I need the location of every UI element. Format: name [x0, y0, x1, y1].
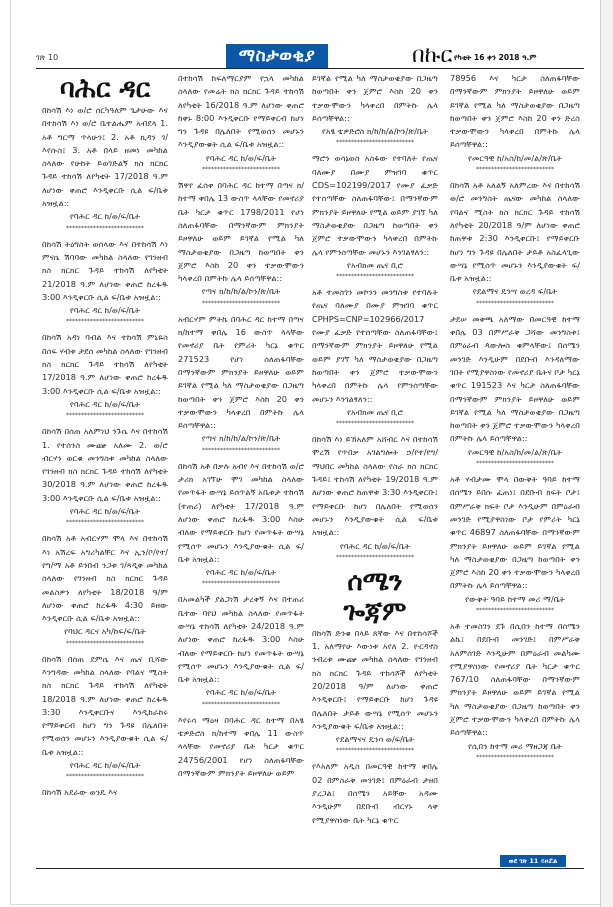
section-logo: ማስታወቂያ: [226, 44, 328, 68]
separator: **************************: [202, 446, 280, 454]
continued-badge: ወደ ገጽ 11 ይዞሯል: [500, 855, 566, 867]
notice-text: በከሳሽ በሰጠ አለምነህ ንጉሴ እና በተከሳሽ 1. የተሰንስ ሙጬ አለሙ 2. ወ/ሮ ብርሃን ወርቁ መንግስቱ መካከል ስላለው የገንዘብ ክስ ክርክር ጉዳይ ተከሳሽ ለየካቲት 30/2018 ዓ.ም ለሆነው ቀጠሮ ከረፋዱ 3:00 እንዲቀርቡ ሲል ፍ/ቤቱ አዝዟል::: [42, 426, 168, 503]
newspaper-name: በኩር: [412, 43, 453, 68]
notice-text: በአመልካች ያልጋነሽ ታረቀኝ እና በተጠሪ ቤተው ባየህ መካከል ስላለው የመጥፋት ውሣኔ ተከሳሽ ለየካቲት 24/2018 ዓ.ም ለሆነው ቀጠሮ ከረፋዱ 3:00 እስሁ ብለው የማይቀርቡ ከሆነ የመጥፋት ውሣኔ የሚሰጥ መሆኑን እንዲያውቁት ሲል ፍ/ቤቱ አዝዟል::: [178, 594, 304, 685]
separator: **************************: [476, 299, 554, 307]
notice-signature: የባሕር ዳር ከ/ወ/ፍ/ቤት: [69, 760, 141, 771]
notice: [450, 620, 580, 763]
notice-signature: የውቅት ዓባይ ከተማ መሪ ማ/ቤት: [465, 593, 565, 604]
notice-text: አቶ ሃብታሙ ሞላ በውቅት ዓባይ ከተማ በሰሜን ይበሱ ፈጠነ፤ በደቡብ ክፍት ቦታ፤ በምሥራቅ ክፍት ቦታ እንዲሁም በምዕራብ መንገድ የሚያዋስነው ቦታ የምሪት ካርኔ ቁጥር 46897 ስለጠፋባቸው በማንኛውም ምክንያት ይዞዋለሁ ወይም ይገኛል የሚል ካለ ማስታወቂያው በጋዜጣ ከወጣበት ቀን ጀምሮ እስከ 20 ቀን ተቃውሞውን ካላቀረበ በምትኩ ሌላ ይሰጣቸዋል::: [450, 474, 580, 591]
notice-text: ይገኛል የሚል ካለ ማስታወቂያው በጋዜጣ ከወጣበት ቀን ጀምሮ እስከ 20 ቀን ተቃውሞውን ካላቀረበ በምትኩ ሌላ ይሰጣቸዋል::: [312, 73, 438, 123]
notice-signature: የባሕር ዳር ከ/ወ/ፍ/ቤት: [205, 152, 277, 163]
page-number: ገጽ 10: [36, 53, 59, 62]
notice: [42, 238, 168, 328]
notice-text: በከሳሽ እነ ወ/ሮ ሰርካዓለም ጌታሁው እና በተከሳሽ እነ ወ/ሮ ቤተልሔም አብደላ 1. አቶ ግርማ ጥላሁን፤ 2. አቶ ኪዳን ገ/እየሱስ፤ 3. አቶ በላይ ዘመነ መካከል ስላለው የሁከት ይወገድልኝ ክስ ክርክር ጉዳይ ተከሳሽ ለየካቲት 17/2018 ዓ.ም ለሆነው ቀጠሮ እንዲቀርቡ ሲል ፍ/ቤቱ አዝዟል::: [42, 105, 168, 209]
separator: **************************: [66, 412, 144, 420]
notice-text: ሽዋየ ፈሰቀ በባሕር ዳር ከተማ በጣና ክ/ከተማ ቀበሌ 13 ውስጥ ላላቸው የመኖሪያ ቤት ካርታ ቁጥር 1798/2011 የሆነ ስለጠፋባቸው በማንኛውም ምክንያት ይዞዋለሁ ወይም ይገኛል የሚል ካለ ማስታወቂያው በጋዜጣ ከወጣበት ቀን ጀምሮ እስከ 20 ቀን ተቃውሞውን ካላቀረበ በምትኩ ሌላ ይሰጣቸዋል::: [178, 180, 304, 284]
separator: **************************: [336, 420, 414, 428]
notice-text: በከሳሽ አቶ በቃሉ አብየ እና በተከሳሽ ወ/ሮ ታሪክ አገኘሁ ሞገ መካከል ስላለው የመጥፋት ውሣኔ ይሰጥልኝ አቤቱታ ተከሳሽ (ተጠሪ) ለየካቲት 17/2018 ዓ.ም ለሆነው ቀጠሮ ከረፋዱ 3:00 እስሁ ብለው የማይቀርቡ ከሆነ የመጥፋት ውሣኔ የሚሰጥ መሆኑን እንዲያውቁት ሲል ፍ/ቤቱ አዝዟል::: [178, 460, 304, 564]
notice: [178, 313, 304, 456]
notice: [42, 532, 168, 648]
notice-text: በከሳሽ አቶ አለልኝ አለምረው እና በተከሳሽ ወ/ሮ መንግስት ጤናው መካከል ስላለው የባልና ሚስት ክስ ክርክር ጉዳይ ተከሳሽ ለየካቲት 20/2018 ዓ/ም ለሆነው ቀጠሮ ከጠዋቱ 2:30 እንዲቀርቡ፤ የማይቀርቡ ከሆነ ግን ጉዳዩ በሌለበት ታይቶ አስፈላጊው ውሣኔ የሚሰጥ መሆኑን እንዲያውቁት ፍ/ቤቱ አዝዟል::: [450, 180, 580, 284]
notice: [178, 593, 304, 709]
separator: **************************: [66, 224, 144, 232]
notice-signature: የአብክመ ጤና ቢሮ: [346, 406, 404, 417]
notice: [178, 72, 304, 175]
separator: **************************: [202, 299, 280, 307]
notice-signature: የባሕር ዳር ከ/ወ/ፍ/ቤት: [69, 398, 141, 409]
notice: [312, 152, 438, 282]
notice-text: እየሩሳ ማዕዛ በባሕር ዳር ከተማ በአፄ ቴዎድሮስ ክ/ከተማ ቀበሌ 11 ውስጥ ላላቸው የመኖሪያ ቤት ካርታ ቁጥር 24756/2001 የሆነ ስለጠፋባቸው በማንኛውም ምክንያት ይዞዋለሁ ወይም: [178, 714, 304, 778]
separator: **************************: [202, 580, 280, 588]
separator: **************************: [476, 753, 554, 761]
notice-signature: የባሕር ዳር ከ/ወ/ፍ/ቤት: [205, 567, 277, 578]
notice: [450, 313, 580, 469]
section-title-north-gojjam: ሰሜን ጐጃም: [343, 566, 407, 627]
notice: [42, 425, 168, 528]
notice-signature: የባሕር ዳር ከ/ወ/ፍ/ቤት: [69, 305, 141, 316]
notice-signature: የመርዓዊ ከ/አስ/ከ/መ/ል/ጽ/ቤት: [468, 446, 562, 457]
notice-signature: የባሕር ዳር ከ/ወ/ፍ/ቤት: [69, 506, 141, 517]
notice: [450, 473, 580, 616]
separator: **************************: [476, 460, 554, 468]
issue-date: የካቲት 16 ቀን 2018 ዓ.ም: [454, 53, 537, 62]
notice: [312, 760, 438, 826]
separator: **************************: [66, 318, 144, 326]
notice-text: ማሮን ወሳኔወስ አስፋው የተባለት የጤና ባለሙያ በሙያ ምዝገባ ቁጥር CDS=102199/2017 የሙያ ፈቃድ የተሰጣቸው ስለጠፋባቸው፤ በማንኛውም ምክንያት ይዞዋለሁ የሚል ወይም ያገኘ ካለ ማስታወቂያው በጋዜጣ ከወጣበት ቀን ጀምሮ ተቃውሞውን ካላቀረበ በምትኩ ሌላ የምንሰጣቸው መሆኑን እንገልፃለን::: [312, 153, 438, 257]
notice-signature: የባሕር ዳር ከ/ወ/ፍ/ቤት: [339, 540, 411, 551]
notice-signature: የጣና ክ/ከ/ከ/ል/ኮን/ጽ/ቤት: [201, 286, 281, 297]
notice-signature: የመርዓዊ ከ/አስ/ከ/መ/ል/ጽ/ቤት: [468, 152, 562, 163]
notice: [450, 72, 580, 175]
notice-text: በከሳሽ ትዕግስት ወሰላው እና በተከሳሽ እነ ምናሴ ሽባባው መካከል ስላለው የገንዘብ ክስ ክርክር ጉዳይ ተከሳሽ ለየካቲት 21/2018 ዓ.ም ለሆነው ቀጠሮ ከረፋዱ 3:00 እንዲቀርቡ ሲል ፍ/ቤቱ አዝዟል::: [42, 238, 168, 302]
notice: [312, 433, 438, 563]
notice: [178, 179, 304, 309]
notice-signature: የአብክመ ጤና ቢሮ: [346, 259, 404, 270]
separator: **************************: [336, 747, 414, 755]
notice: [178, 714, 304, 780]
notice-signature: የአፄ ቴዎድሮስ ክ/ከ/ከ/ል/ኮን/ጽ/ቤት: [321, 126, 429, 137]
notice-signature: የባሕር ዳር ከ/ወ/ፍ/ቤት: [205, 687, 277, 698]
notice-text: በከሳሽ አቶ አብርሃም ሞላ እና በተከሳሽ እነ አሽረፍ አግሪካልቸር እና ኢን/ቦ/የተ/የግ/ማ አቶ ይንበብ ንጋቱ ገ/ጻዲቅ መካከል ስላለው የገንዘብ ክስ ክርክር ጉዳይ መልስዎን ለየካቲት 18/2018 ዓ/ም ለሆነው ቀጠሮ ከረፋዱ 4:30 ይዘው እንዲቀርቡ ሲል ፍ/ቤቱ አዝዟል::: [42, 533, 168, 624]
notice-signature: የባህር ዳርና አካ/ከፍ/ፍ/ቤት: [64, 626, 146, 637]
notice-signature: የባሕር ዳር ከ/ወ/ፍ/ቤት: [69, 211, 141, 222]
notice-text: አብርሃም ምትኬ በባሕር ዳር ከተማ በጣና ክ/ከተማ ቀበሌ 16 ውስጥ ላላቸው የመኖሪያ ቤት የምሪት ካርኔ ቁጥር 271523 የሆነ ስለጠፋባቸው በማንኛውም ምክንያት ይዞዋለሁ ወይም ይገኛል የሚል ካለ ማስታወቂያው በጋዜጣ ከወጣበት ቀን ጀምሮ እስከ 20 ቀን ተቃውሞውን ካላቀረበ በምትኩ ሌላ ይሰጣቸዋል::: [178, 313, 304, 431]
notice-text: 78956 እና ካርታ ስለጠፋባቸው በማንኛውም ምክንያት ይዞዋለሁ ወይም ይገኛል የሚል ካለ ማስታወቂያው በጋዜጣ ከወጣበት ቀን ጀምሮ እስከ 20 ቀን ድረስ ተቃውሞውን ካላቀረበ በምትኩ ሌላ ይሰጣቸዋል::: [450, 73, 580, 150]
notice: [312, 286, 438, 429]
notice-signature: የደልማና ዴንሣ ወረዳ ፍ/ቤት: [472, 286, 558, 297]
notice-text: በከሳሽ በሰጠ ደምሴ እና ጤና ቢሻው እንግዳው መካከል ስላለው የባልና ሚስት ክስ ክርክር ጉዳይ ተከሳሽ ለየካቲት 18/2018 ዓ.ም ለሆነው ቀጠሮ ከረፋዱ 3:30 እንዲቀርቡና እንዲከራከሩ የማይቀርብ ከሆነ ግን ጉዳዩ በሌለበት የሚወሰን መሆኑን እንዲያውቁት ሲል ፍ/ቤቱ አዝዟል::: [42, 653, 168, 757]
separator: **************************: [476, 166, 554, 174]
separator: **************************: [336, 139, 414, 147]
column-3: [312, 72, 438, 827]
notice-text: አቶ ተመስገን መኮንን መንግስቱ የተባሉት የጤና ባለሙያ በሙያ ምዝገባ ቁጥር CPHPS=CNP=102966/2017 የሙያ ፈቃድ የተሰጣቸው ስለጠፋባቸው፤ በማንኛውም ምክንያት ይዞዋለሁ የሚል ወይም ያገኘ ካለ ማስታወቂያው በጋዜጣ ከወጣበት ቀን ጀምሮ ተቃውሞውን ካላቀረበ በምትኩ ሌላ የምንሰጣቸው መሆኑን እንገልፃለን::: [312, 287, 438, 404]
notice: [42, 786, 168, 799]
notice-text: ታደሠ መቅጫ አለማው በመርዓዊ ከተማ ቀበሌ 03 በምሥራቅ ጋሻው መንግስቱ፤ በምዕራብ ጳውሎስ ቁምላቸው፤ በሰሜን መንገድ እንዲሁም በደቡብ እንዳለማው ገበት የሚያዋስነው የመኖሪያ ቤትና ቦታ ካርኔ ቁጥር 191523 እና ካርታ ስለጠፋባቸው በማንኛውም ምክንያት ይዞዋለሁ ወይም ይገኛል የሚል ካለ ማስታወቂያው በጋዜጣ ከወጣበት ቀን ጀምሮ ተቃውሞውን ካላቀረበ በምትኩ ሌላ ይሰጣቸዋል::: [450, 313, 580, 444]
notice-text: በከሳሽ እነ ይኸአለም አሸብር እና በተከሳሽ ሞረሽ የጥበቃ አገልግሎት ኃ/የተ/የግ/ማህበር መካከል ስላለው የስራ ክስ ክርክር ጉዳይ፤ ተከሳሽ ለየካቲት 19/2018 ዓ.ም ለሆነው ቀጠሮ ከጠዋቱ 3:30 እንዲቀርቡ፤ የማይቀርቡ ከሆነ በሌለበት የሚወሰን መሆኑን እንዲያውቁት ሲል ፍ/ቤቱ አዝዟል::: [312, 434, 438, 538]
notice: [178, 460, 304, 590]
notice-text: በተከሳሽ ከፍለማርያም የኋላ መካከል ስላለው የመሬት ክስ ክርክር ጉዳይ ተከሳሽ ለየካቲት 16/2018 ዓ.ም ለሆነው ቀጠሮ ከቀኑ 8:00 እንዲቀርቡ የማይቀርብ ከሆነ ግን ጉዳዩ በሌለበት የሚወሰን መሆኑን እንዲያውቁት ሲል ፍ/ቤቱ አዝዟል::: [178, 73, 304, 150]
notice: [42, 104, 168, 234]
separator: **************************: [202, 700, 280, 708]
section-title-bahir-dar: ባሕር ዳር: [59, 74, 151, 104]
separator: **************************: [66, 639, 144, 647]
notice-signature: የሲበን ከተማ መሪ ማዘጋጃ ቤት: [467, 740, 563, 751]
separator: **************************: [336, 273, 414, 281]
separator: **************************: [66, 773, 144, 781]
notice-signature: የጣና ክ/ከ/ከ/ል/ኮን/ጽ/ቤት: [201, 433, 281, 444]
notice: [450, 179, 580, 309]
notice-text: የእአለም አዲስ በመርዓዊ ከተማ ቀበሌ 02 በምስራቅ መንገድ፤ በምዕራብ ታዘበ ያረጋል፤ በሰሜን አይቸው አዳሙ እንዲሁም በደቡብ ብርሃኑ ላቀ የሚያዋስነው ቤት ካርኔ ቁጥር: [312, 761, 438, 825]
separator: **************************: [336, 553, 414, 561]
column-4: [450, 72, 580, 767]
separator: **************************: [476, 606, 554, 614]
notice: [42, 653, 168, 783]
separator: **************************: [202, 166, 280, 174]
notice: [312, 72, 438, 148]
viewer-scrollbar-track[interactable]: [600, 0, 613, 907]
column-1: [42, 72, 168, 800]
notice-text: በከሳሽ አደራው ወንዴ እና: [42, 787, 118, 798]
notice-signature: የደልማናና ዴንሳ ወ/ፍ/ቤት: [335, 734, 415, 745]
header-rule: [36, 68, 584, 69]
page-header: [36, 44, 586, 68]
notice-text: አቶ ተመስገን ደጉ በሲበን ከተማ በሰሜን ልኬ፤ በደቡብ መንገድ፤ በምሥራቅ አለምሰገድ እንዲሁም በምዕራብ መልካሙ የሚያዋስነው የመኖሪያ ቤት ካርታ ቁጥር 767/10 ስለጠፋባቸው በማንኛውም ምክንያት ይዞዋለሁ ወይም ይገኛል የሚል ካለ ማስታወቂያው በጋዜጣ ከወጣበት ቀን ጀምሮ ተቃውሞውን ካላቀረበ በምትኩ ሌላ ይሰጣቸዋል::: [450, 620, 580, 738]
footer-rule: [36, 868, 584, 869]
notice-text: በከሳሽ ድንቁ በላይ ጸኛው እና በተከሳሾች 1. አለማየሁ እውነቱ አየለ 2. ዮርዳኖስ ንብረቱ ሙጬ መካከል ስላለው የገንዘብ ክስ ክርክር ጉዳይ ተከሳሾች ለየካቲት 20/2018 ዓ/ም ለሆነው ቀጠሮ እንዲቀርቡ፤ የማይቀርቡ ከሆነ ጉዳዩ በሌለበት ታይቶ ውሣኔ የሚሰጥ መሆኑን እንዲያውቁት ፍ/ቤቱ አዝዟል::: [312, 627, 438, 731]
notice-text: በከሳሽ አዳነ ባብል እና ተከሳሽ ምኒዬስ በሰፍ ሃብቱ ታደሰ መካከል ስላለው የገንዘብ ክስ ክርክር ጉዳይ ተከሳሽ ለየካቲት 17/2018 ዓ.ም ለሆነው ቀጠሮ ከረፋዱ 3:00 እንዲቀርቡ ሲል ፍ/ቤቱ አዝዟል::: [42, 332, 168, 396]
notice: [42, 331, 168, 421]
column-2: [178, 72, 304, 780]
notice: [312, 627, 438, 757]
separator: **************************: [66, 519, 144, 527]
